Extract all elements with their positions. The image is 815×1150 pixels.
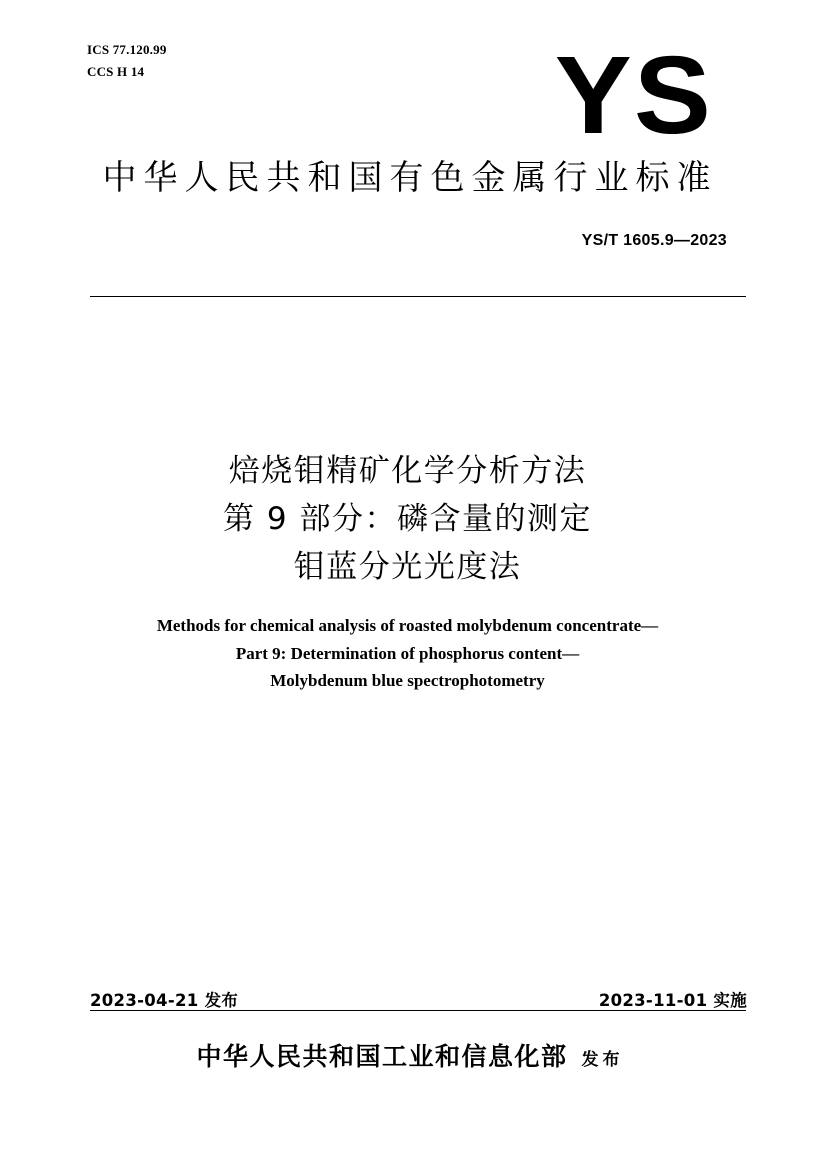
- standard-category-title: 中华人民共和国有色金属行业标准: [102, 158, 718, 198]
- ics-code: ICS 77.120.99: [87, 42, 167, 57]
- footer-divider: [90, 1010, 746, 1011]
- implement-date: 2023-11-01 实施: [598, 991, 747, 1010]
- cn-title-line3: 钼蓝分光光度法: [293, 549, 522, 585]
- standard-number: YS/T 1605.9—2023: [581, 232, 727, 249]
- en-title-line3: Molybdenum blue spectrophotometry: [270, 671, 545, 690]
- ys-logo: YS: [554, 34, 713, 157]
- issue-date: 2023-04-21 发布: [90, 991, 239, 1010]
- publisher-name: 中华人民共和国工业和信息化部: [196, 1042, 568, 1071]
- en-title-line2: Part 9: Determination of phosphorus content—: [235, 644, 580, 663]
- publisher: [100, 1037, 720, 1073]
- header-divider: [90, 296, 746, 297]
- en-title-line1: Methods for chemical analysis of roasted molybdenum concentrate—: [156, 616, 659, 635]
- cn-title-line2: 第 9 部分：磷含量的测定: [223, 501, 592, 537]
- cn-title-line1: 焙烧钼精矿化学分析方法: [228, 453, 587, 489]
- publisher-suffix: 发布: [581, 1050, 624, 1070]
- ccs-code: CCS H 14: [87, 64, 145, 79]
